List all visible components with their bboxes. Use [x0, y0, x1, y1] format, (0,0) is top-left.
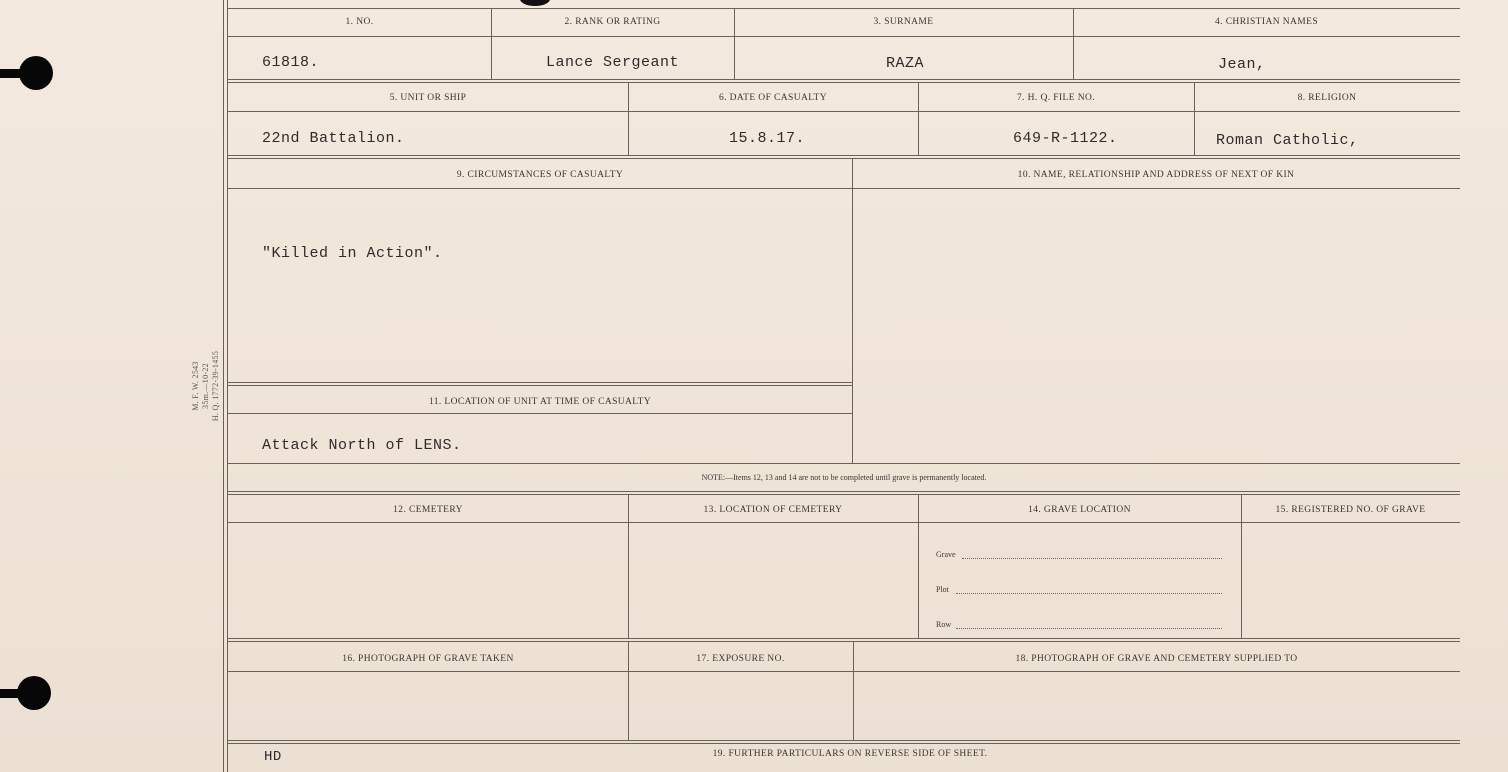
rule: [228, 155, 1460, 156]
circumstances-value: "Killed in Action".: [262, 245, 443, 262]
binder-hole-top: [19, 56, 53, 90]
rule: [228, 522, 1460, 523]
rule: [228, 382, 852, 383]
location-value: Attack North of LENS.: [262, 437, 462, 454]
exposure-no-label: 17. EXPOSURE NO.: [696, 654, 785, 664]
rule: [228, 740, 1460, 741]
unit-label: 5. UNIT OR SHIP: [389, 93, 467, 103]
margin-line: [223, 0, 224, 772]
date-of-casualty-value: 15.8.17.: [729, 130, 806, 147]
plot-dotted-line: [956, 592, 1222, 594]
row-line-label: Row: [936, 620, 952, 629]
next-of-kin-label: 10. NAME, RELATIONSHIP AND ADDRESS OF NEXT OF KIN: [1017, 170, 1295, 180]
rule: [228, 36, 1460, 37]
divider: [852, 159, 853, 463]
rank-label: 2. RANK OR RATING: [564, 17, 661, 27]
divider: [1241, 495, 1242, 639]
plot-line-label: Plot: [936, 585, 949, 594]
hq-file-no-label: 7. H. Q. FILE NO.: [1016, 93, 1096, 103]
surname-value: RAZA: [886, 55, 925, 72]
hq-file-no-value: 649-R-1122.: [1013, 130, 1118, 147]
form-code-line: 35m.—10-22: [201, 363, 210, 409]
photo-supplied-to-label: 18. PHOTOGRAPH OF GRAVE AND CEMETERY SUPPLIED TO: [1015, 654, 1298, 664]
christian-names-label: 4. CHRISTIAN NAMES: [1215, 17, 1318, 27]
grave-line-label: Grave: [936, 550, 956, 559]
cemetery-label: 12. CEMETERY: [393, 505, 463, 515]
rank-value: Lance Sergeant: [546, 54, 680, 71]
rule: [228, 8, 1460, 9]
initials: HD: [264, 749, 282, 765]
grave-location-label: 14. GRAVE LOCATION: [1028, 505, 1131, 515]
grave-dotted-line: [962, 557, 1222, 559]
divider: [628, 495, 629, 639]
form-code: [191, 351, 221, 421]
note-text: NOTE:—Items 12, 13 and 14 are not to be completed until grave is permanently located.: [701, 473, 987, 482]
rule: [228, 111, 1460, 112]
row-dotted-line: [956, 627, 1222, 629]
divider: [918, 495, 919, 639]
binder-hole-bottom: [17, 676, 51, 710]
rule: [228, 671, 1460, 672]
surname-label: 3. SURNAME: [873, 17, 934, 27]
location-label: 11. LOCATION OF UNIT AT TIME OF CASUALTY: [428, 397, 652, 407]
registered-no-label: 15. REGISTERED NO. OF GRAVE: [1275, 505, 1426, 515]
circumstances-label: 9. CIRCUMSTANCES OF CASUALTY: [456, 170, 624, 180]
form-code-line: H. Q. 1772-39-1455: [211, 350, 220, 422]
rule: [228, 638, 1460, 639]
rule: [228, 79, 1460, 80]
religion-label: 8. RELIGION: [1297, 93, 1357, 103]
christian-names-value: Jean,: [1218, 56, 1266, 73]
date-of-casualty-label: 6. DATE OF CASUALTY: [718, 93, 828, 103]
rule: [228, 413, 852, 414]
rule: [228, 463, 1460, 464]
no-label: 1. NO.: [345, 17, 374, 27]
no-value: 61818.: [262, 54, 320, 71]
further-particulars-label: 19. FURTHER PARTICULARS ON REVERSE SIDE OF SHEET.: [712, 749, 988, 759]
rule: [228, 188, 1460, 189]
rule: [228, 491, 1460, 492]
location-of-cemetery-label: 13. LOCATION OF CEMETERY: [703, 505, 843, 515]
religion-value: Roman Catholic,: [1216, 132, 1359, 149]
unit-value: 22nd Battalion.: [262, 130, 405, 147]
form-code-line: M. F. W. 2543: [191, 361, 200, 411]
photo-taken-label: 16. PHOTOGRAPH OF GRAVE TAKEN: [342, 654, 514, 664]
